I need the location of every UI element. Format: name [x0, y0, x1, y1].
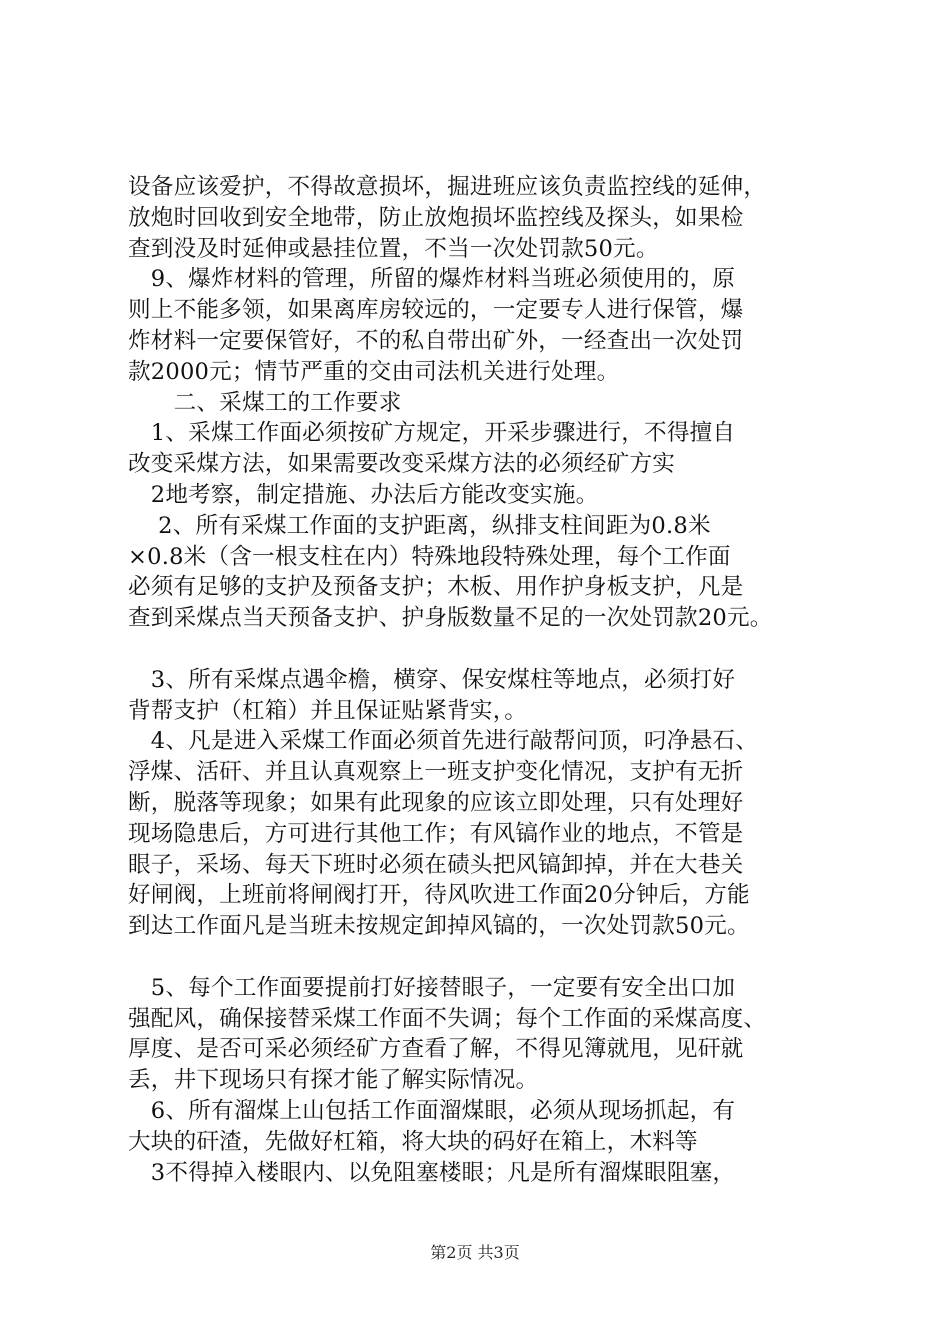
text-line: 浮煤、活矸、并且认真观察上一班支护变化情况，支护有无折	[128, 759, 744, 786]
text-line: 2地考察，制定措施、办法后方能改变实施。	[128, 481, 599, 508]
text-line: 款2000元；情节严重的交由司法机关进行处理。	[128, 358, 620, 385]
text-line: 1、采煤工作面必须按矿方规定，开采步骤进行，不得擅自	[128, 420, 736, 447]
page-footer: 第2页 共3页	[430, 1243, 520, 1262]
text-line: ×0.8米（含一根支柱在内）特殊地段特殊处理，每个工作面	[128, 543, 731, 570]
text-line: 2、所有采煤工作面的支护距离，纵排支柱间距为0.8米	[128, 512, 711, 539]
text-line: 5、每个工作面要提前打好接替眼子，一定要有安全出口加	[128, 974, 736, 1001]
text-line: 丢，井下现场只有探才能了解实际情况。	[128, 1067, 539, 1094]
text-line: 到达工作面凡是当班未按规定卸掉风镐的，一次处罚款50元。	[128, 913, 750, 940]
paragraph-gap	[128, 942, 848, 973]
text-line: 必须有足够的支护及预备支护；木板、用作护身板支护，凡是	[128, 574, 744, 601]
text-line: 眼子，采场、每天下班时必须在碛头把风镐卸掉，并在大巷关	[128, 851, 744, 878]
text-line: 查到没及时延伸或悬挂位置，不当一次处罚款50元。	[128, 235, 659, 262]
text-line: 放炮时回收到安全地带，防止放炮损坏监控线及探头，如果检	[128, 204, 744, 231]
text-line: 9、爆炸材料的管理，所留的爆炸材料当班必须使用的，原	[128, 266, 736, 293]
text-line: 断，脱落等现象；如果有此现象的应该立即处理，只有处理好	[128, 789, 744, 816]
document-body	[128, 172, 848, 1188]
text-line: 3不得掉入楼眼内、以免阻塞楼眼；凡是所有溜煤眼阻塞，	[128, 1159, 736, 1186]
text-line: 大块的矸渣，先做好杠箱，将大块的码好在箱上，木料等	[128, 1128, 698, 1155]
text-line: 6、所有溜煤上山包括工作面溜煤眼，必须从现场抓起，有	[128, 1097, 736, 1124]
text-line: 3、所有采煤点遇伞檐，横穿、保安煤柱等地点，必须打好	[128, 666, 736, 693]
text-line: 炸材料一定要保管好，不的私自带出矿外，一经查出一次处罚	[128, 327, 744, 354]
text-line: 则上不能多领，如果离库房较远的，一定要专人进行保管，爆	[128, 297, 744, 324]
text-line: 改变采煤方法，如果需要改变采煤方法的必须经矿方实	[128, 451, 676, 478]
text-line: 厚度、是否可采必须经矿方查看了解，不得见簿就甩，见矸就	[128, 1036, 744, 1063]
paragraph-gap	[128, 634, 848, 665]
text-line: 好闸阀，上班前将闸阀打开，待风吹进工作面20分钟后，方能	[128, 882, 750, 909]
text-line: 背帮支护（杠箱）并且保证贴紧背实，。	[128, 697, 527, 724]
text-line: 强配风，确保接替采煤工作面不失调；每个工作面的采煤高度、	[128, 1005, 767, 1032]
text-line: 4、凡是进入采煤工作面必须首先进行敲帮问顶，叼净悬石、	[128, 728, 759, 755]
text-line: 查到采煤点当天预备支护、护身版数量不足的一次处罚款20元。	[128, 605, 773, 632]
text-line: 设备应该爱护，不得故意损坏，掘进班应该负责监控线的延伸，	[128, 174, 767, 200]
text-line: 二、采煤工的工作要求	[128, 389, 402, 416]
text-line: 现场隐患后，方可进行其他工作；有风镐作业的地点，不管是	[128, 820, 744, 847]
